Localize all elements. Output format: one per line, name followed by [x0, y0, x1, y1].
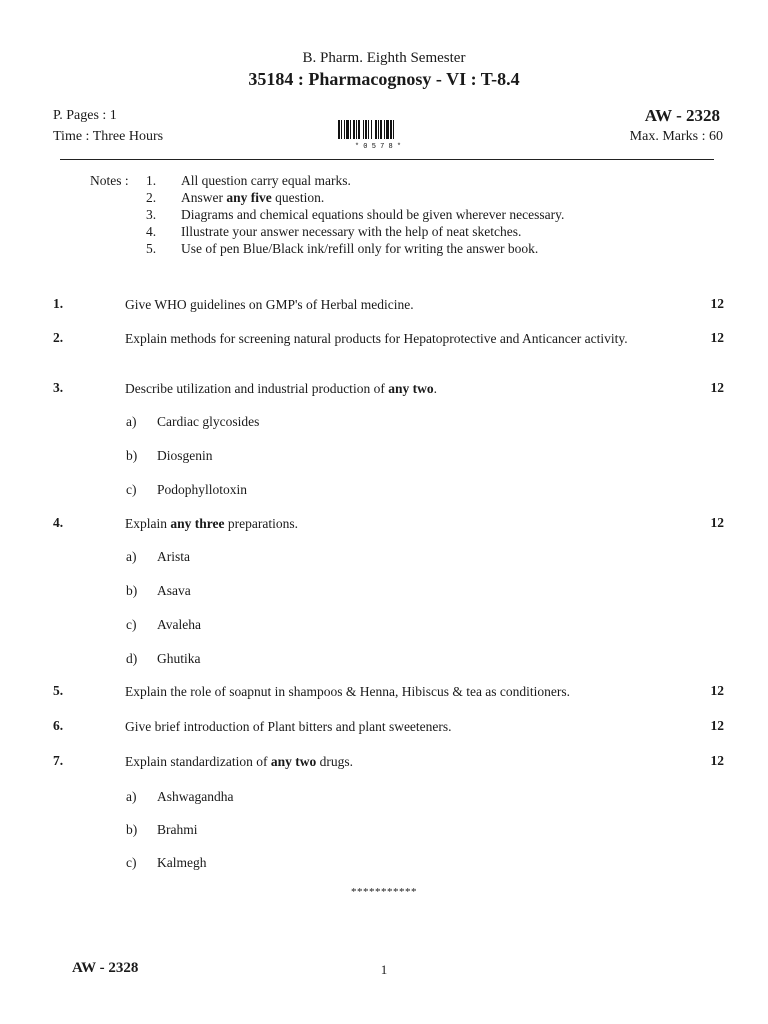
emphasis-text: any two: [388, 381, 434, 396]
question-number: 7.: [53, 753, 64, 768]
sub-option-letter: c): [126, 617, 137, 632]
sub-option-text: Podophyllotoxin: [157, 482, 248, 497]
paper-code-top: AW - 2328: [644, 106, 720, 125]
sub-option-text: Brahmi: [157, 822, 198, 837]
question-text: [125, 753, 670, 770]
note-number: 5.: [146, 241, 157, 256]
question-marks: 12: [710, 515, 724, 530]
page-number: 1: [380, 962, 388, 977]
question-number: 4.: [53, 515, 64, 530]
emphasis-text: any two: [270, 754, 317, 769]
sub-option-text: Diosgenin: [157, 448, 213, 463]
note-number: 4.: [146, 224, 157, 239]
sub-option-text: Avaleha: [157, 617, 201, 632]
question-marks: 12: [710, 683, 724, 698]
question-marks: 12: [710, 380, 724, 395]
barcode-icon: [337, 120, 419, 150]
question-text: Give brief introduction of Plant bitters and plant sweeteners.: [125, 719, 452, 734]
note-text: [181, 190, 324, 206]
text-part: .: [433, 381, 437, 396]
note-text: Illustrate your answer necessary with the help of neat sketches.: [181, 224, 522, 239]
sub-option-text: Arista: [157, 549, 190, 564]
sub-option-letter: a): [126, 789, 137, 804]
question-text: Explain methods for screening natural products for Hepatoprotective and Anticancer activity.: [125, 331, 628, 346]
note-number: 3.: [146, 207, 157, 222]
question-text: Explain the role of soapnut in shampoos & Henna, Hibiscus & tea as conditioners.: [125, 684, 571, 699]
sub-option-text: Ghutika: [157, 651, 201, 666]
sub-option-letter: d): [126, 651, 138, 666]
question-number: 6.: [53, 718, 64, 733]
emphasis-text: any five: [226, 190, 272, 205]
sub-option-text: Cardiac glycosides: [157, 414, 260, 429]
text-part: Answer: [181, 190, 227, 205]
sub-option-letter: c): [126, 855, 137, 870]
text-part: Explain standardization of: [125, 754, 271, 769]
note-text: Diagrams and chemical equations should be given wherever necessary.: [181, 207, 565, 222]
sub-option-letter: a): [126, 414, 137, 429]
question-text: [125, 380, 670, 397]
max-marks: Max. Marks : 60: [629, 129, 723, 144]
emphasis-text: any three: [170, 516, 225, 531]
question-number: 2.: [53, 330, 64, 345]
note-text: All question carry equal marks.: [181, 173, 351, 188]
end-marker: ***********: [351, 886, 417, 898]
note-text: Use of pen Blue/Black ink/refill only for writing the answer book.: [181, 241, 539, 256]
question-marks: 12: [710, 753, 724, 768]
question-number: 5.: [53, 683, 64, 698]
paper-code-bottom: AW - 2328: [72, 960, 139, 976]
text-part: Explain: [125, 516, 171, 531]
text-part: preparations.: [224, 516, 298, 531]
page-count: P. Pages : 1: [53, 108, 117, 123]
question-number: 1.: [53, 296, 64, 311]
question-text: Give WHO guidelines on GMP's of Herbal medicine.: [125, 297, 414, 312]
note-number: 2.: [146, 190, 157, 205]
note-number: 1.: [146, 173, 157, 188]
semester-heading: B. Pharm. Eighth Semester: [302, 50, 466, 66]
text-part: drugs.: [316, 754, 353, 769]
question-marks: 12: [710, 718, 724, 733]
sub-option-text: Kalmegh: [157, 855, 207, 870]
sub-option-letter: b): [126, 822, 138, 837]
sub-option-letter: b): [126, 583, 138, 598]
sub-option-text: Asava: [157, 583, 191, 598]
question-text: [125, 515, 670, 532]
header-divider: [60, 159, 714, 160]
sub-option-text: Ashwagandha: [157, 789, 234, 804]
question-marks: 12: [710, 296, 724, 311]
question-marks: 12: [710, 330, 724, 345]
text-part: Describe utilization and industrial production of: [125, 381, 389, 396]
notes-label: Notes :: [90, 173, 129, 188]
text-part: question.: [271, 190, 325, 205]
barcode-text: * 0 5 7 8 *: [354, 143, 402, 150]
sub-option-letter: a): [126, 549, 137, 564]
sub-option-letter: c): [126, 482, 137, 497]
exam-duration: Time : Three Hours: [53, 129, 164, 144]
question-number: 3.: [53, 380, 64, 395]
sub-option-letter: b): [126, 448, 138, 463]
course-title: 35184 : Pharmacognosy - VI : T-8.4: [248, 69, 520, 89]
